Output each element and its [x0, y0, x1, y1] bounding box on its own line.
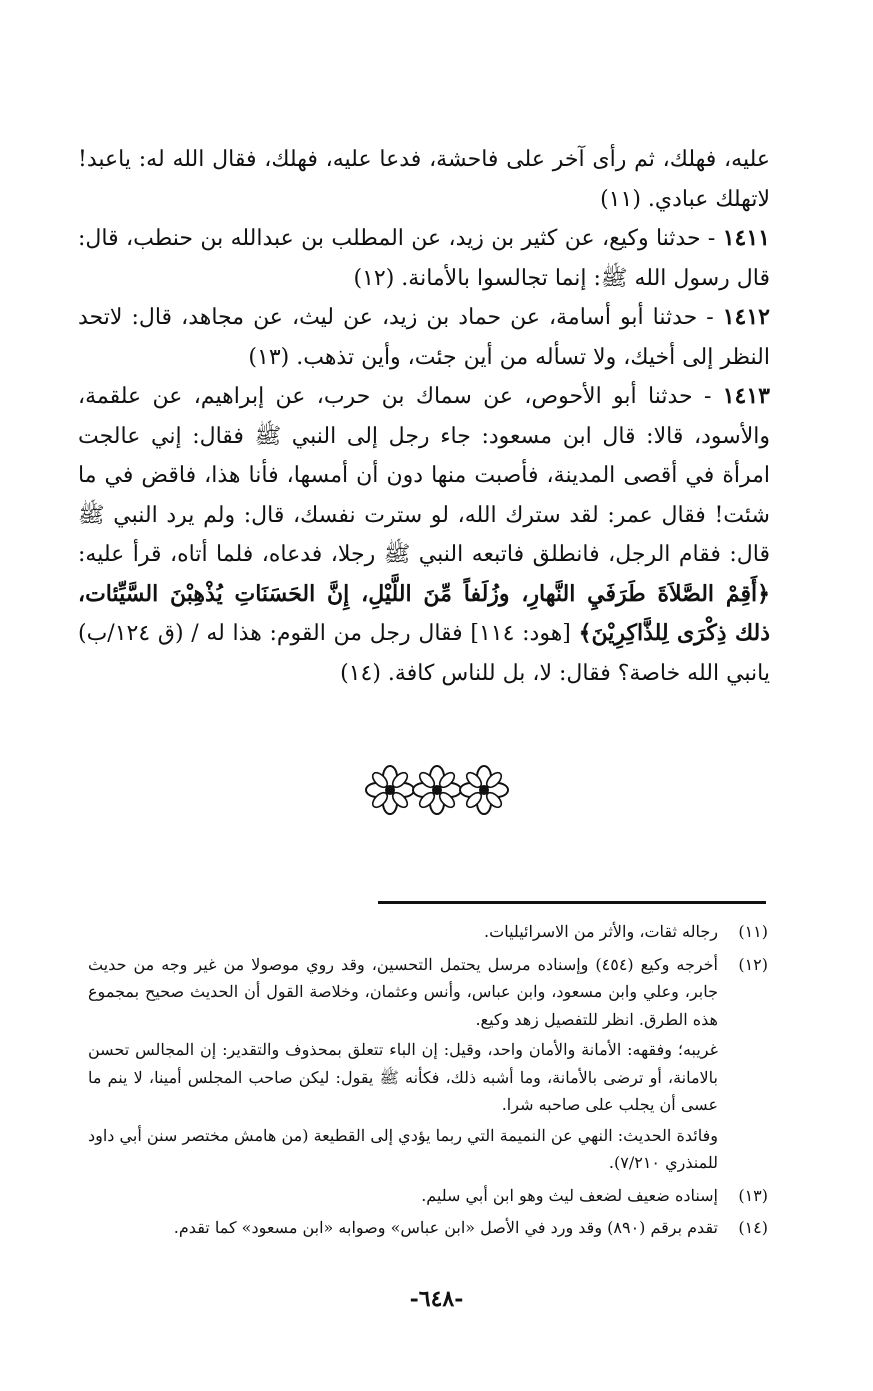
hadith-text: - حدثنا أبو الأحوص، عن سماك بن حرب، عن إبراهيم، عن علقمة، والأسود، قالا: قال ابن مسعود: جاء رجل إلى النبي ﷺ فقال: إني عالجت امرأة في أقصى المدينة، فأصبت منها دون أن أمسها، فأنا هذا، فاقض في ما شئت! فقال عمر: لقد سترك الله، لو سترت نفسك، قال: ولم يرد النبي ﷺ قال: فقام الرجل، فانطلق فاتبعه النبي ﷺ رجلا، فدعاه، فلما أتاه، قرأ عليه:: [78, 384, 770, 567]
footnote-number: (١١): [738, 922, 768, 941]
hadith-number: ١٤١٣: [722, 383, 770, 409]
hadith-1411: [78, 219, 770, 298]
section-ornament: [0, 760, 873, 824]
hadith-number: ١٤١١: [722, 225, 770, 251]
footnote-text: تقدم برقم (٨٩٠) وقد ورد في الأصل «ابن عباس» وصوابه «ابن مسعود» كما تقدم.: [173, 1218, 718, 1237]
footnote-11: [88, 918, 768, 949]
footnote-text: رجاله ثقات، والأثر من الاسرائيليات.: [484, 922, 718, 941]
hadith-text-end: [هود: ١١٤] فقال رجل من القوم: هذا له / (ق ١٢٤/ب) يانبي الله خاصة؟ فقال: لا، بل للناس كافة. (١٤): [78, 621, 770, 686]
footnote-separator: [378, 901, 766, 904]
footnote-body: [88, 1214, 718, 1245]
footnote-13: [88, 1182, 768, 1213]
flower-ornament-icon: [362, 760, 512, 820]
footnote-body: [88, 918, 718, 949]
paragraph-continuation: [78, 140, 770, 219]
footnote-body: [88, 1182, 718, 1213]
footnote-number: (١٤): [738, 1218, 768, 1237]
footnotes: [88, 918, 768, 1247]
footnote-14: [88, 1214, 768, 1245]
quran-verse: ﴿أَقِمْ الصَّلاَةَ طَرَفَيِ النَّهارِ، وزُلَفاً مِّنَ اللَّيْلِ، إِنَّ الحَسَنَاتِ يُذْهِبْنَ السَّيِّئات، ذلك ذِكْرَى لِلذَّاكِرِيْنَ﴾: [78, 580, 770, 646]
hadith-1413: [78, 377, 770, 693]
hadith-1412: [78, 298, 770, 377]
footnote-text: غريبه؛ وفقهه: الأمانة والأمان واحد، وقيل: إن الباء تتعلق بمحذوف والتقدير: إن المجالس تحسن بالامانة، أو ترضى بالأمانة، وما أشبه ذلك، فكأنه ﷺ يقول: ليكن صاحب المجلس أمينا، لا ينم ما عسى أن يجلب على صاحبه شرا.: [88, 1040, 718, 1114]
main-text: [78, 140, 770, 693]
footnote-body: [88, 951, 718, 1180]
footnote-text: أخرجه وكيع (٤٥٤) وإسناده مرسل يحتمل التحسين، وقد روي موصولا من غير وجه من حديث جابر، وعلي وابن مسعود، وابن عباس، وأنس وعثمان، وخلاصة القول أن الحديث صحيح بمجموع هذه الطرق. انظر للتفصيل زهد وكيع.: [88, 954, 718, 1029]
page-number: -٦٤٨-: [409, 1286, 464, 1312]
footnote-number: (١٢): [738, 954, 768, 974]
paragraph-text: عليه، فهلك، ثم رأى آخر على فاحشة، فدعا عليه، فهلك، فقال الله له: ياعبد! لاتهلك عبادي. (١١): [78, 147, 770, 212]
footnote-text: وفائدة الحديث: النهي عن النميمة التي ربما يؤدي إلى القطيعة (من هامش مختصر سنن أبي داود للمنذري ٧/٢١٠).: [88, 1125, 718, 1172]
footnote-12: [88, 951, 768, 1180]
hadith-text: - حدثنا أبو أسامة، عن حماد بن زيد، عن ليث، عن مجاهد، قال: لاتحد النظر إلى أخيك، ولا تسأله من أين جئت، وأين تذهب. (١٣): [78, 305, 770, 370]
hadith-text: - حدثنا وكيع، عن كثير بن زيد، عن المطلب بن عبدالله بن حنطب، قال: قال رسول الله ﷺ: إنما تجالسوا بالأمانة. (١٢): [78, 226, 770, 291]
footnote-text: إسناده ضعيف لضعف ليث وهو ابن أبي سليم.: [421, 1185, 718, 1205]
footnote-number: (١٣): [738, 1185, 768, 1205]
hadith-number: ١٤١٢: [722, 304, 770, 330]
